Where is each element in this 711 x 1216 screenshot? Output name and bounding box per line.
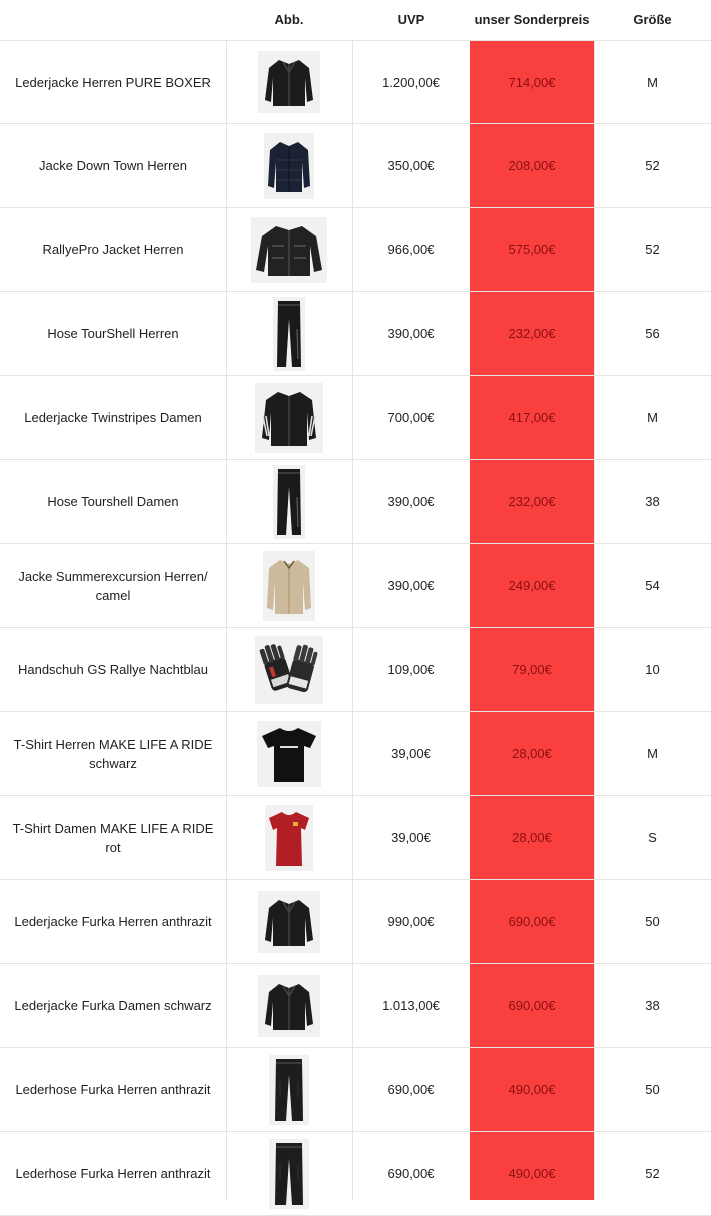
- leather-jacket-icon: [258, 975, 320, 1037]
- product-image-cell: [226, 208, 352, 291]
- leather-trousers-icon: [269, 1055, 309, 1125]
- down-jacket-icon: [264, 133, 314, 199]
- uvp-price: 1.013,00€: [382, 998, 440, 1013]
- uvp-price: 390,00€: [387, 494, 435, 509]
- product-name: Hose TourShell Herren: [47, 326, 179, 341]
- product-image-cell: [226, 460, 352, 543]
- size-value: 38: [645, 494, 660, 509]
- size-value: 10: [645, 662, 660, 677]
- uvp-price: 350,00€: [387, 158, 435, 173]
- header-image: Abb.: [274, 12, 304, 27]
- uvp-price: 966,00€: [387, 242, 435, 257]
- header-special-price: unser Sonderpreis: [474, 12, 590, 27]
- table-row: [0, 712, 711, 796]
- leather-jacket-icon: [258, 891, 320, 953]
- uvp-price: 1.200,00€: [382, 74, 440, 90]
- leather-trousers-icon: [269, 1139, 309, 1209]
- product-image-cell: [226, 1132, 352, 1215]
- special-price: 28,00€: [512, 746, 552, 761]
- table-row: [0, 376, 711, 460]
- uvp-price: 700,00€: [387, 410, 435, 425]
- product-name: Lederjacke Twinstripes Damen: [24, 410, 202, 425]
- table-row: [0, 1132, 711, 1216]
- product-image-cell: [226, 292, 352, 375]
- table-row: [0, 628, 711, 712]
- table-row: [0, 544, 711, 628]
- product-name: Jacke Down Town Herren: [39, 158, 187, 173]
- gloves-icon: [255, 636, 323, 704]
- product-name: RallyePro Jacket Herren: [42, 242, 184, 257]
- product-name: T-Shirt Herren MAKE LIFE A RIDE schwarz: [13, 736, 213, 771]
- size-value: 52: [645, 158, 660, 173]
- special-price: 575,00€: [508, 242, 556, 257]
- size-value: 50: [645, 1082, 660, 1097]
- trousers-icon: [273, 297, 305, 371]
- black-tshirt-icon: [257, 721, 321, 787]
- size-value: S: [648, 830, 657, 845]
- special-price: 232,00€: [508, 326, 556, 341]
- special-price: 490,00€: [508, 1166, 556, 1181]
- uvp-price: 690,00€: [387, 1082, 435, 1097]
- table-row: [0, 880, 711, 964]
- table-row: [0, 964, 711, 1048]
- table-row: [0, 796, 711, 880]
- size-value: M: [647, 410, 658, 425]
- table-row: [0, 40, 711, 124]
- table-header: [0, 0, 711, 40]
- special-price: 232,00€: [508, 494, 556, 509]
- product-image-cell: [226, 376, 352, 459]
- size-value: M: [647, 74, 658, 90]
- product-image-cell: [226, 124, 352, 207]
- size-value: 52: [645, 242, 660, 257]
- special-price: 417,00€: [508, 410, 556, 425]
- camel-jacket-icon: [263, 551, 315, 621]
- product-name: Lederjacke Herren PURE BOXER: [15, 74, 211, 90]
- header-size: Größe: [633, 12, 672, 27]
- uvp-price: 390,00€: [387, 578, 435, 593]
- special-price: 690,00€: [508, 914, 556, 929]
- striped-leather-jacket-icon: [255, 383, 323, 453]
- special-price: 490,00€: [508, 1082, 556, 1097]
- table-row: [0, 460, 711, 544]
- uvp-price: 390,00€: [387, 326, 435, 341]
- size-value: M: [647, 746, 658, 761]
- product-name: T-Shirt Damen MAKE LIFE A RIDE rot: [12, 820, 214, 855]
- product-image-cell: [226, 712, 352, 795]
- leather-jacket-icon: [258, 51, 320, 113]
- special-price: 714,00€: [508, 74, 556, 90]
- product-name: Handschuh GS Rallye Nachtblau: [17, 662, 209, 677]
- uvp-price: 39,00€: [391, 746, 431, 761]
- size-value: 56: [645, 326, 660, 341]
- uvp-price: 109,00€: [387, 662, 435, 677]
- product-name: Hose Tourshell Damen: [47, 494, 179, 509]
- product-name: Lederjacke Furka Herren anthrazit: [14, 914, 212, 929]
- product-name: Jacke Summerexcursion Herren/ camel: [18, 568, 208, 603]
- special-price: 28,00€: [512, 830, 552, 845]
- red-tshirt-icon: [265, 805, 313, 871]
- table-row: [0, 124, 711, 208]
- size-value: 50: [645, 914, 660, 929]
- product-image-cell: [226, 544, 352, 627]
- uvp-price: 690,00€: [387, 1166, 435, 1181]
- special-price: 690,00€: [508, 998, 556, 1013]
- uvp-price: 990,00€: [387, 914, 435, 929]
- table-row: [0, 208, 711, 292]
- product-name: Lederhose Furka Herren anthrazit: [15, 1166, 211, 1181]
- product-image-cell: [226, 1048, 352, 1131]
- size-value: 38: [645, 998, 660, 1013]
- uvp-price: 39,00€: [391, 830, 431, 845]
- table-row: [0, 1048, 711, 1132]
- rally-jacket-icon: [251, 217, 327, 283]
- size-value: 52: [645, 1166, 660, 1181]
- product-image-cell: [226, 628, 352, 711]
- special-price: 249,00€: [508, 578, 556, 593]
- product-image-cell: [226, 41, 352, 123]
- trousers-icon: [273, 465, 305, 539]
- product-image-cell: [226, 796, 352, 879]
- header-uvp: UVP: [397, 12, 425, 27]
- size-value: 54: [645, 578, 660, 593]
- product-image-cell: [226, 880, 352, 963]
- product-image-cell: [226, 964, 352, 1047]
- product-name: Lederhose Furka Herren anthrazit: [15, 1082, 211, 1097]
- special-price: 208,00€: [508, 158, 556, 173]
- product-name: Lederjacke Furka Damen schwarz: [14, 998, 212, 1013]
- table-row: [0, 292, 711, 376]
- special-price: 79,00€: [512, 662, 552, 677]
